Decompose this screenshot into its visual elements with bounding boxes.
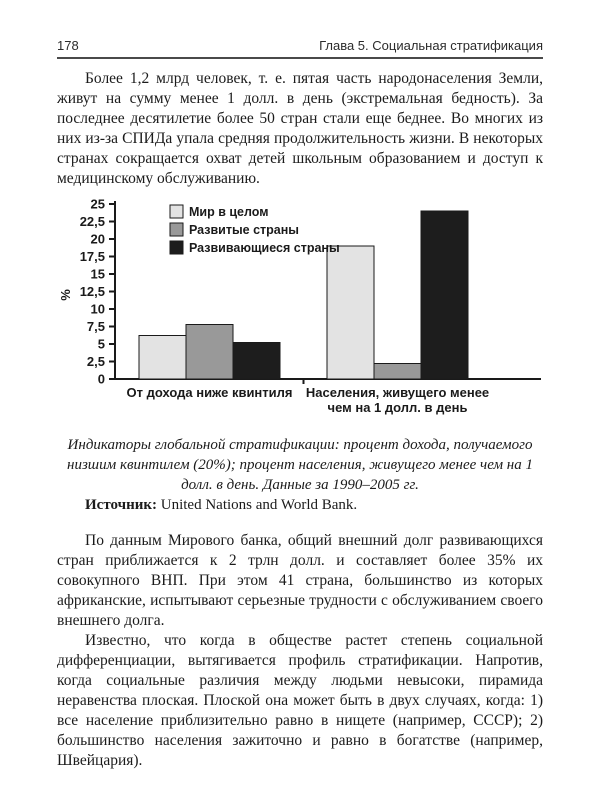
category-label: От дохода ниже квинтиля [126,385,293,400]
paragraph-stratification-profile: Известно, что когда в обществе растет степень социальной дифференциации, вытягивается профиль стратификации. Напротив, когда социальные различия между людьми невысоки, пирамида неравенства плоская. Плоской она может быть в двух случаях, когда: 1) все население приблизительно равно в нищете (например, СССР); 2) большинство населения зажиточно и равно в богатстве (например, Швейцария). [57,632,543,769]
paragraph-debt: По данным Мирового банка, общий внешний долг развивающихся стран приближается к 2 трлн долл. и составляет более 35% их совокупного ВНП. При этом 41 страна, большинство из которых африканские, испытывают серьезные трудности с обслуживанием своего внешнего долга. [57,532,543,629]
page-header [57,38,543,59]
y-tick-label: 0 [97,371,105,387]
paragraph-intro: Более 1,2 млрд человек, т. е. пятая часть народонаселения Земли, живут на сумму менее 1 долл. в день (экстремальная бедность). За последнее десятилетие более 50 стран стали еще беднее. Во многих из них из-за СПИДа упала средняя продолжительность жизни. В некоторых странах сокращается охват детей школьным образованием и доступ к медицинскому обслуживанию. [57,70,543,187]
y-tick-label: 22,5 [79,214,105,229]
global-stratification-chart [57,197,543,431]
y-tick-label: 7,5 [86,319,105,334]
category-label: чем на 1 долл. в день [327,400,468,415]
y-axis-label: % [58,289,73,301]
chart-bar [233,343,280,379]
legend-label: Развивающиеся страны [189,241,340,255]
figure-caption: Индикаторы глобальной стратификации: процент дохода, получаемого низшим квинтилем (20%); процент населения, живущего менее чем на 1 долл. в день. Данные за 1990–2005 гг. [67,437,533,493]
source-line [57,495,543,515]
y-tick-label: 20 [90,231,105,247]
legend-swatch [170,223,183,236]
source-label: Источник: [85,497,157,513]
chart-bar [327,246,374,379]
y-tick-label: 17,5 [79,249,105,264]
legend-label: Мир в целом [189,205,269,219]
chart-bar [374,364,421,379]
legend-swatch [170,241,183,254]
chapter-title: Глава 5. Социальная стратификация [319,38,543,53]
chart-bar [139,336,186,379]
legend-swatch [170,205,183,218]
y-tick-label: 10 [90,301,105,317]
category-label: Населения, живущего менее [305,385,490,400]
source-text: United Nations and World Bank. [160,497,358,513]
y-tick-label: 12,5 [79,284,105,299]
y-tick-label: 25 [90,197,105,212]
figure [57,197,543,515]
y-tick-label: 2,5 [86,354,105,369]
y-tick-label: 5 [97,336,105,352]
y-tick-label: 15 [90,266,105,282]
chart-bar [186,324,233,379]
page-number: 178 [57,38,79,53]
legend-label: Развитые страны [189,223,299,237]
chart-bar [421,211,468,379]
